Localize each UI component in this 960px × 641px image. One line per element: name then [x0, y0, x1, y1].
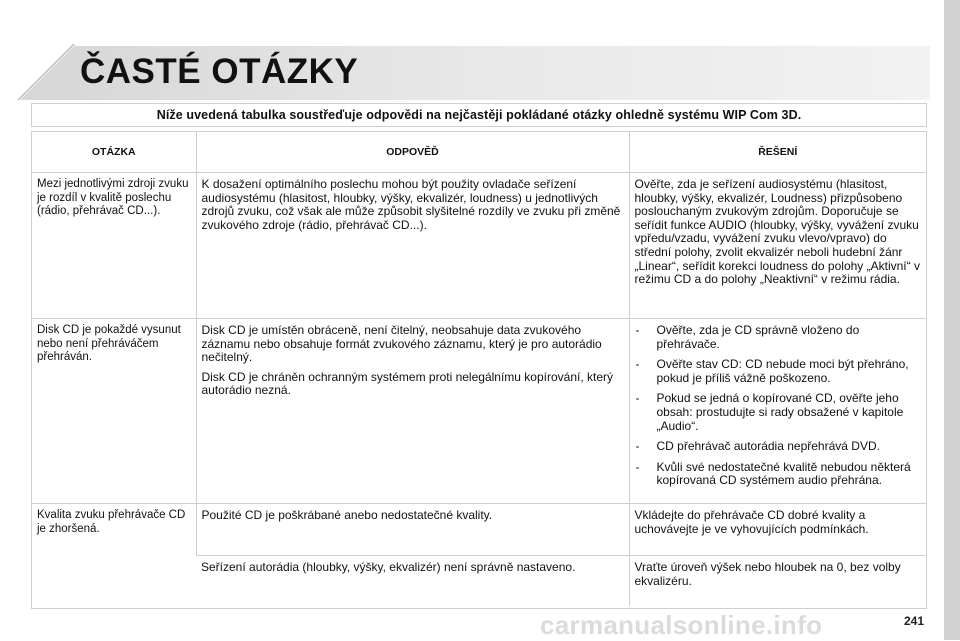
solution-cell: [629, 504, 926, 556]
column-header-solution: ŘEŠENÍ: [629, 132, 926, 173]
solution-cell: [629, 173, 926, 319]
intro-box: [31, 103, 927, 127]
answer-text: Použité CD je poškrábané anebo nedostatečné kvality.: [201, 508, 493, 522]
solution-text: Vkládejte do přehrávače CD dobré kvality a uchovávejte je ve vyhovujících podmínkách.: [634, 508, 869, 536]
solution-text: Vraťte úroveň výšek nebo hloubek na 0, bez volby ekvalizéru.: [634, 560, 901, 588]
page-number: 241: [904, 614, 925, 628]
list-item: - Kvůli své nedostatečné kvalitě nebudou některá kopírovaná CD systémem audio přehrána.: [635, 459, 911, 488]
column-header-answer: ODPOVĚĎ: [196, 132, 629, 173]
list-item: - Ověřte, zda je CD správně vloženo do přehrávače.: [635, 323, 860, 351]
table-row: [32, 173, 926, 319]
answer-cell: [196, 173, 629, 319]
table-row: [32, 504, 926, 556]
answer-cell: [196, 556, 629, 606]
answer-text: Disk CD je umístěn obráceně, není čitelný, neobsahuje data zvukového záznamu nebo obsahuje formát zvukového záznamu, který je pro autorádio nečitelný.: [201, 323, 602, 365]
solution-cell: [629, 319, 926, 504]
answer-text: Disk CD je chráněn ochranným systémem proti nelegálnímu kopírování, který autorádio nezná.: [201, 369, 614, 398]
question-cell: Mezi jednotlivými zdroji zvuku je rozdíl v kvalitě poslechu (rádio, přehrávač CD...).: [32, 173, 196, 319]
question-cell: Disk CD je pokaždé vysunut nebo není přehráváčem přehráván.: [32, 319, 196, 504]
page-title: ČASTÉ OTÁZKY: [80, 52, 359, 91]
faq-table-frame: [31, 131, 927, 609]
list-item: - CD přehrávač autorádia nepřehrává DVD.: [635, 439, 880, 454]
solution-text: Ověřte, zda je seřízení audiosystému (hlasitost, hloubky, výšky, ekvalizér, Loudness) přizpůsobeno poslouchaným zvukovým zdrojům. Doporučuje se seřídit funkce AUDIO (hloubky, výšky, vyvážení zvuku vpředu/vzadu, vyvážení zvuku vlevo/vpravo) do střední polohy, zvolit ekvalizér neboli hudební žánr „Linear“, seřídit korekci loudness do polohy „Aktivní“ v režimu CD a do polohy „Neaktivní“ v režimu rádia.: [634, 177, 920, 287]
table-row: [32, 319, 926, 504]
page-edge-strip: [944, 0, 960, 640]
column-header-question: OTÁZKA: [32, 132, 196, 173]
intro-text: Níže uvedená tabulka soustřeďuje odpovědi na nejčastěji pokládané otázky ohledně systému WIP Com 3D.: [156, 108, 802, 122]
table-header-row: [32, 132, 926, 173]
watermark: carmanualsonline.info: [540, 610, 823, 640]
faq-table: [32, 132, 926, 606]
solution-list: [635, 324, 922, 488]
title-band: [0, 0, 930, 110]
solution-cell: [629, 556, 926, 606]
answer-text: Seřízení autorádia (hloubky, výšky, ekvalizér) není správně nastaveno.: [201, 560, 576, 574]
answer-text: K dosažení optimálního poslechu mohou být použity ovladače seřízení audiosystému (hlasitost, hloubky, výšky, ekvalizér, loudness) u jednotlivých zdrojů zvuku, což však ale může způsobit slyšitelné rozdíly ve zvuku při změně zvukového zdroje (rádio, přehrávač CD...).: [201, 177, 621, 232]
answer-cell: [196, 319, 629, 504]
question-cell: Kvalita zvuku přehrávače CD je zhoršená.: [37, 509, 186, 535]
list-item: - Pokud se jedná o kopírované CD, ověřte jeho obsah: prostudujte si rady obsažené v kapitole „Audio“.: [635, 391, 904, 433]
list-item: - Ověřte stav CD: CD nebude moci být přehráno, pokud je příliš vážně poškozeno.: [635, 357, 909, 385]
answer-cell: [196, 504, 629, 556]
